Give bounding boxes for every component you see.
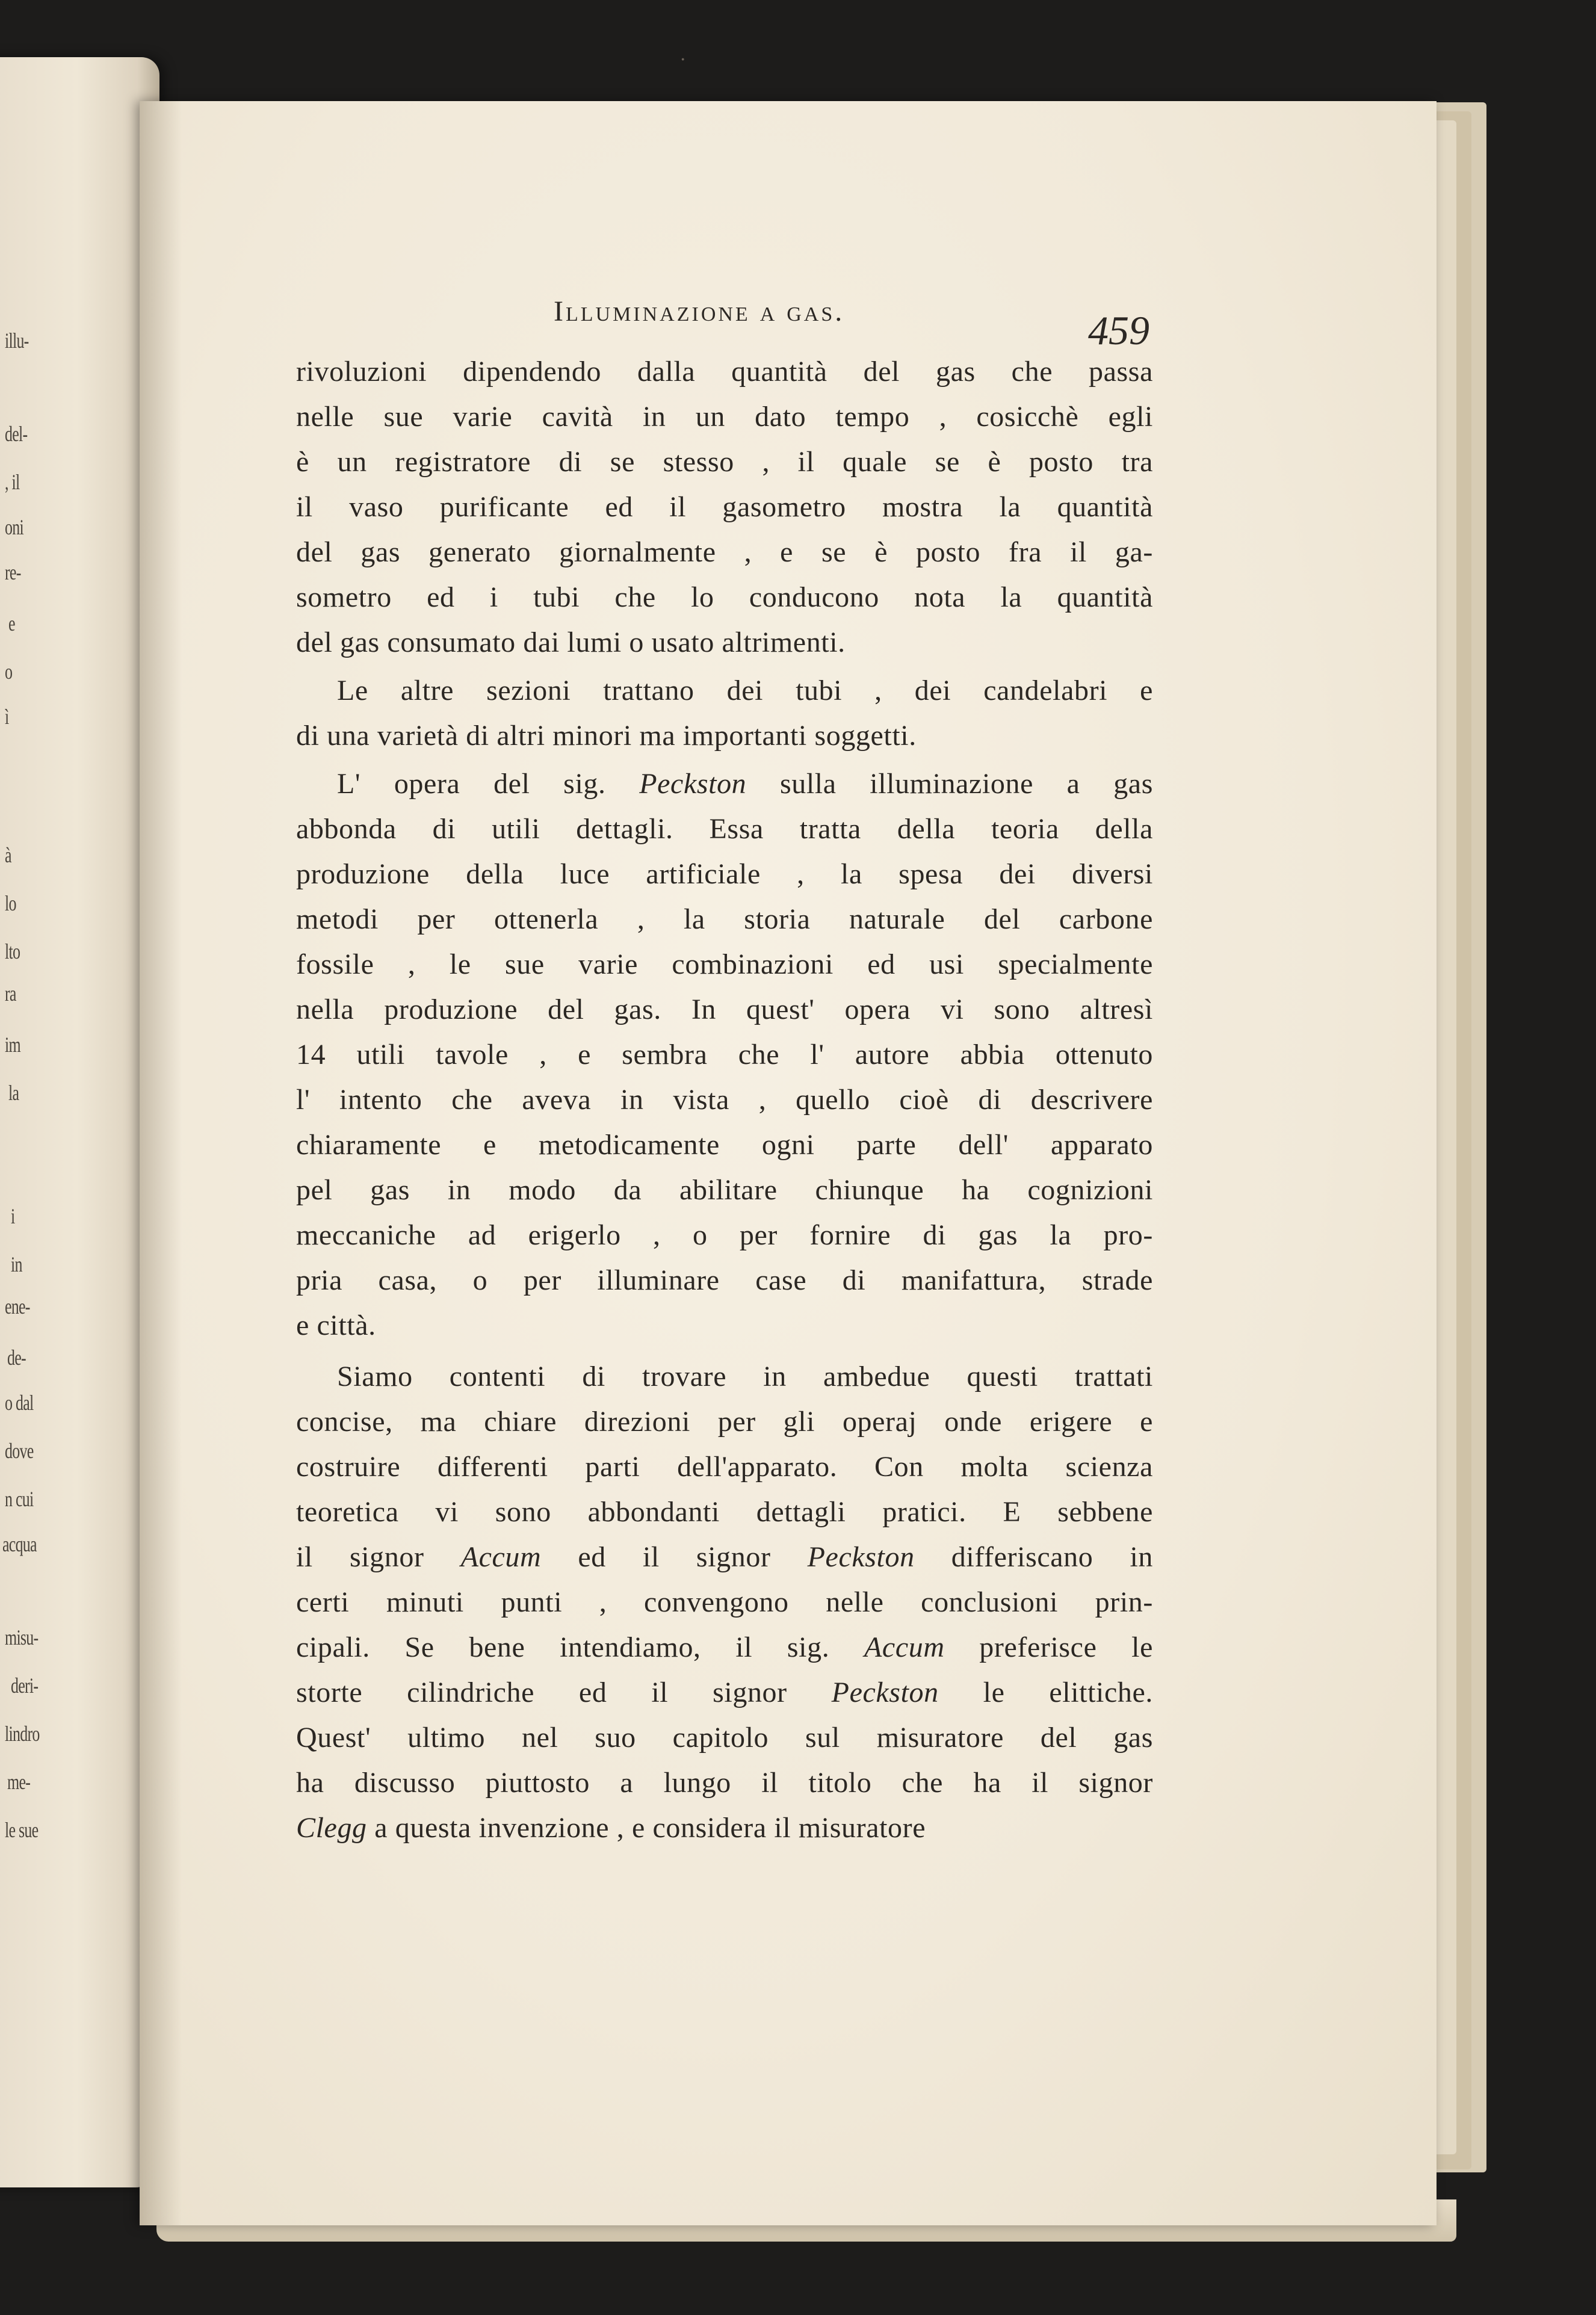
running-head: Illuminazione a gas. bbox=[554, 295, 845, 327]
previous-page-fragment: n cui bbox=[5, 1487, 34, 1511]
previous-page-fragment: ene- bbox=[5, 1294, 30, 1318]
paper-mark: · bbox=[680, 49, 686, 70]
previous-page-fragment: acqua bbox=[2, 1532, 37, 1556]
previous-page-fragment: lindro bbox=[5, 1722, 40, 1746]
previous-page-fragment: le sue bbox=[5, 1818, 39, 1842]
text-line: metodi per ottenerla , la storia naturale del carbone bbox=[296, 903, 1153, 935]
text-line: è un registratore di se stesso , il quale se è posto tra bbox=[296, 446, 1153, 478]
previous-page-fragment: ì bbox=[5, 705, 9, 729]
previous-page bbox=[0, 57, 159, 2187]
page-number: 459 bbox=[1088, 308, 1149, 353]
text-line: di una varietà di altri minori ma importanti soggetti. bbox=[296, 720, 917, 752]
previous-page-fragment: o dal bbox=[5, 1391, 34, 1415]
previous-page-fragment: del- bbox=[5, 422, 28, 446]
text-line: pria casa, o per illuminare case di manifattura, strade bbox=[296, 1264, 1153, 1296]
previous-page-fragment: lto bbox=[5, 939, 20, 963]
previous-page-fragment: de- bbox=[7, 1346, 26, 1370]
text-line: rivoluzioni dipendendo dalla quantità del gas che passa bbox=[296, 356, 1153, 388]
text-line: cipali. Se bene intendiamo, il sig. Accum preferisce le bbox=[296, 1631, 1153, 1663]
text-line: certi minuti punti , convengono nelle conclusioni prin- bbox=[296, 1586, 1153, 1618]
text-line: fossile , le sue varie combinazioni ed usi specialmente bbox=[296, 948, 1153, 980]
previous-page-fragment: dove bbox=[5, 1439, 34, 1463]
previous-page-fragment: misu- bbox=[5, 1625, 39, 1649]
text-line: Le altre sezioni trattano dei tubi , dei candelabri e bbox=[337, 675, 1153, 706]
text-line: concise, ma chiare direzioni per gli operaj onde erigere e bbox=[296, 1406, 1153, 1438]
text-line: Clegg a questa invenzione , e considera il misuratore bbox=[296, 1812, 926, 1844]
text-line: abbonda di utili dettagli. Essa tratta della teoria della bbox=[296, 813, 1153, 845]
text-line: del gas generato giornalmente , e se è posto fra il ga- bbox=[296, 536, 1153, 568]
previous-page-fragment: im bbox=[5, 1033, 20, 1057]
text-line: chiaramente e metodicamente ogni parte dell' apparato bbox=[296, 1129, 1153, 1161]
previous-page-fragment: in bbox=[11, 1252, 22, 1276]
text-line: L' opera del sig. Peckston sulla illuminazione a gas bbox=[337, 768, 1153, 800]
previous-page-fragment: , il bbox=[5, 470, 20, 494]
page-gutter-shadow bbox=[140, 101, 182, 2225]
previous-page-fragment: lo bbox=[5, 891, 16, 915]
text-line: Siamo contenti di trovare in ambedue questi trattati bbox=[337, 1361, 1153, 1392]
previous-page-fragment: illu- bbox=[5, 329, 29, 353]
previous-page-fragment: deri- bbox=[11, 1674, 39, 1698]
text-line: teoretica vi sono abbondanti dettagli pratici. E sebbene bbox=[296, 1496, 1153, 1528]
text-line: 14 utili tavole , e sembra che l' autore abbia ottenuto bbox=[296, 1039, 1153, 1071]
text-line: l' intento che aveva in vista , quello cioè di descrivere bbox=[296, 1084, 1153, 1116]
text-line: storte cilindriche ed il signor Peckston le elittiche. bbox=[296, 1677, 1153, 1708]
previous-page-fragment: e bbox=[8, 611, 15, 635]
text-line: nella produzione del gas. In quest' opera vi sono altresì bbox=[296, 994, 1153, 1025]
text-line: produzione della luce artificiale , la spesa dei diversi bbox=[296, 858, 1153, 890]
previous-page-fragment: i bbox=[11, 1204, 15, 1228]
previous-page-fragment: à bbox=[5, 843, 11, 867]
text-line: del gas consumato dai lumi o usato altrimenti. bbox=[296, 626, 846, 658]
text-line: ha discusso piuttosto a lungo il titolo che ha il signor bbox=[296, 1767, 1153, 1799]
text-line: il signor Accum ed il signor Peckston differiscano in bbox=[296, 1541, 1153, 1573]
previous-page-fragment: oni bbox=[5, 515, 23, 539]
text-line: pel gas in modo da abilitare chiunque ha cognizioni bbox=[296, 1174, 1153, 1206]
previous-page-fragment: ra bbox=[5, 981, 16, 1006]
text-line: e città. bbox=[296, 1309, 376, 1341]
previous-page-fragment: re- bbox=[5, 560, 21, 584]
text-line: nelle sue varie cavità in un dato tempo , cosicchè egli bbox=[296, 401, 1153, 433]
text-line: il vaso purificante ed il gasometro mostra la quantità bbox=[296, 491, 1153, 523]
text-line: meccaniche ad erigerlo , o per fornire di gas la pro- bbox=[296, 1219, 1153, 1251]
previous-page-fragment: la bbox=[8, 1081, 19, 1105]
previous-page-fragment: me- bbox=[7, 1770, 31, 1794]
text-line: sometro ed i tubi che lo conducono nota la quantità bbox=[296, 581, 1153, 613]
text-line: Quest' ultimo nel suo capitolo sul misuratore del gas bbox=[296, 1722, 1153, 1754]
text-line: costruire differenti parti dell'apparato. Con molta scienza bbox=[296, 1451, 1153, 1483]
previous-page-fragment: o bbox=[5, 660, 13, 684]
